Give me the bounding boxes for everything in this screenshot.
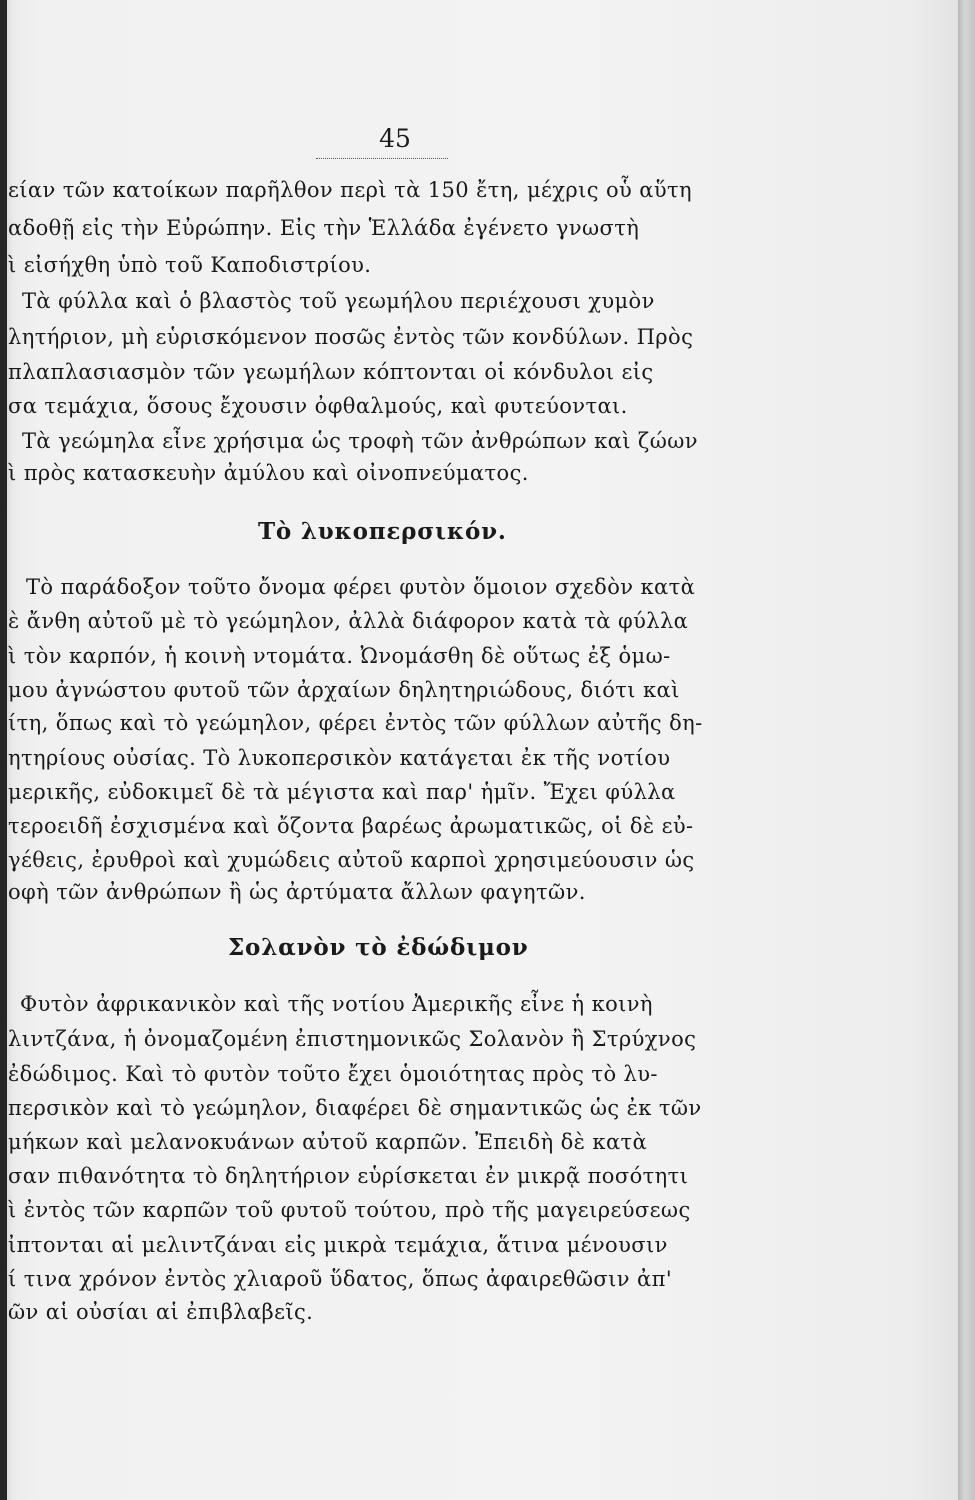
text-line: Φυτὸν ἀφρικανικὸν καὶ τῆς νοτίου Ἀμερικῆς εἶνε ἡ κοινὴ xyxy=(20,992,653,1016)
text-line: ἐδώδιμος. Καὶ τὸ φυτὸν τοῦτο ἔχει ὁμοιότητας πρὸς τὸ λυ- xyxy=(8,1062,658,1086)
page-number: 45 xyxy=(379,124,411,153)
page-number-rule xyxy=(316,158,448,159)
section-heading-eggplant: Σολανὸν τὸ ἐδώδιμον xyxy=(228,934,529,961)
text-line: ί τινα χρόνον ἐντὸς χλιαροῦ ὕδατος, ὅπως ἀφαιρεθῶσιν ἀπ' xyxy=(8,1267,672,1291)
text-line: μήκων καὶ μελανοκυάνων αὐτοῦ καρπῶν. Ἐπειδὴ δὲ κατὰ xyxy=(8,1130,648,1154)
binding-shadow xyxy=(0,0,7,1500)
text-line: ὶ τὸν καρπόν, ἡ κοινὴ ντομάτα. Ὠνομάσθη δὲ οὕτως ἐξ ὁμω- xyxy=(8,644,671,668)
text-line: ὲ ἄνθη αὐτοῦ μὲ τὸ γεώμηλον, ἀλλὰ διάφορον κατὰ τὰ φύλλα xyxy=(8,609,689,633)
text-line: είαν τῶν κατοίκων παρῆλθον περὶ τὰ 150 ἔτη, μέχρις οὗ αὕτη xyxy=(8,178,693,202)
text-line: Τὰ φύλλα καὶ ὁ βλαστὸς τοῦ γεωμήλου περιέχουσι χυμὸν xyxy=(22,289,655,313)
text-line: μερικῆς, εὐδοκιμεῖ δὲ τὰ μέγιστα καὶ παρ' ἡμῖν. Ἔχει φύλλα xyxy=(8,780,676,804)
text-line: Τὰ γεώμηλα εἶνε χρήσιμα ὡς τροφὴ τῶν ἀνθρώπων καὶ ζώων xyxy=(22,429,698,453)
text-line: λητήριον, μὴ εὑρισκόμενον ποσῶς ἐντὸς τῶν κονδύλων. Πρὸς xyxy=(8,325,694,349)
text-line: μου ἀγνώστου φυτοῦ τῶν ἀρχαίων δηλητηριώδους, διότι καὶ xyxy=(8,678,680,702)
text-line: ὶ πρὸς κατασκευὴν ἀμύλου καὶ οἰνοπνεύματος. xyxy=(8,461,529,485)
text-line: ὶ ἐντὸς τῶν καρπῶν τοῦ φυτοῦ τούτου, πρὸ τῆς μαγειρεύσεως xyxy=(8,1198,691,1222)
text-line: Τὸ παράδοξον τοῦτο ὄνομα φέρει φυτὸν ὅμοιον σχεδὸν κατὰ xyxy=(26,575,696,599)
page-edge xyxy=(958,0,975,1500)
text-line: οφὴ τῶν ἀνθρώπων ἢ ὡς ἀρτύματα ἄλλων φαγητῶν. xyxy=(8,880,586,904)
text-line: σαν πιθανότητα τὸ δηλητήριον εὑρίσκεται ἐν μικρᾷ ποσότητι xyxy=(8,1164,689,1188)
text-line: σα τεμάχια, ὅσους ἔχουσιν ὀφθαλμούς, καὶ φυτεύονται. xyxy=(8,394,628,418)
text-line: ἰπτονται αἱ μελιντζάναι εἰς μικρὰ τεμάχια, ἅτινα μένουσιν xyxy=(8,1233,668,1257)
text-line: αδοθῇ εἰς τὴν Εὐρώπην. Εἰς τὴν Ἑλλάδα ἐγένετο γνωστὴ xyxy=(8,216,640,240)
text-line: λιντζάνα, ἡ ὀνομαζομένη ἐπιστημονικῶς Σολανὸν ἢ Στρύχνος xyxy=(8,1027,697,1051)
text-line: περσικὸν καὶ τὸ γεώμηλον, διαφέρει δὲ σημαντικῶς ὡς ἐκ τῶν xyxy=(8,1096,702,1120)
text-line: γέθεις, ἐρυθροὶ καὶ χυμώδεις αὐτοῦ καρποὶ χρησιμεύουσιν ὡς xyxy=(8,848,695,872)
text-line: ὶ εἰσήχθη ὑπὸ τοῦ Καποδιστρίου. xyxy=(8,253,372,277)
section-heading-tomato: Τὸ λυκοπερσικόν. xyxy=(258,518,507,545)
text-line: ίτη, ὅπως καὶ τὸ γεώμηλον, φέρει ἐντὸς τῶν φύλλων αὐτῆς δη- xyxy=(8,711,703,735)
text-line: ῶν αἱ οὐσίαι αἱ ἐπιβλαβεῖς. xyxy=(8,1300,314,1324)
text-line: τεροειδῆ ἐσχισμένα καὶ ὄζοντα βαρέως ἀρωματικῶς, οἱ δὲ εὐ- xyxy=(8,814,694,838)
text-line: πλαπλασιασμὸν τῶν γεωμήλων κόπτονται οἱ κόνδυλοι εἰς xyxy=(8,360,654,384)
text-line: ητηρίους οὐσίας. Τὸ λυκοπερσικὸν κατάγεται ἐκ τῆς νοτίου xyxy=(8,746,671,770)
